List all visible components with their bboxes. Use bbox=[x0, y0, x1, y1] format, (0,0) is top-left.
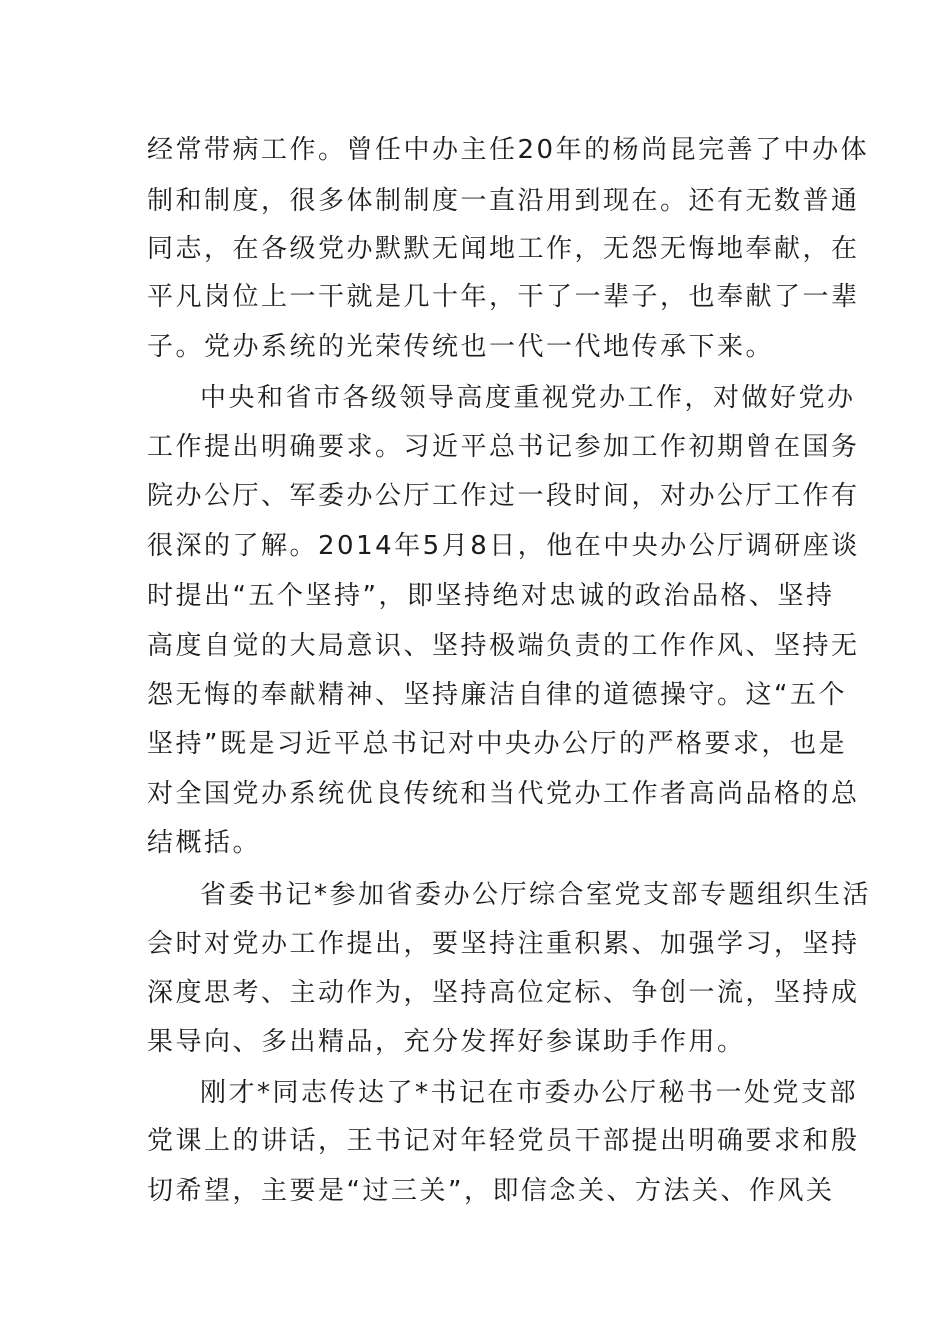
text-line: 时提出“五个坚持”，即坚持绝对忠诚的政治品格、坚持 bbox=[147, 581, 835, 611]
text-line: 高度自觉的大局意识、坚持极端负责的工作作风、坚持无 bbox=[147, 631, 860, 661]
text-line: 制和制度，很多体制制度一直沿用到现在。还有无数普通 bbox=[147, 186, 860, 216]
text-line: 坚持”既是习近平总书记对中央办公厅的严格要求，也是 bbox=[147, 729, 847, 759]
text-line: 会时对党办工作提出，要坚持注重积累、加强学习，坚持 bbox=[147, 929, 860, 959]
text-line: 深度思考、主动作为，坚持高位定标、争创一流，坚持成 bbox=[147, 978, 860, 1008]
text-line: 党课上的讲话，王书记对年轻党员干部提出明确要求和殷 bbox=[147, 1126, 860, 1156]
text-line: 同志，在各级党办默默无闻地工作，无怨无悔地奉献，在 bbox=[147, 234, 860, 264]
text-line: 平凡岗位上一干就是几十年，干了一辈子，也奉献了一辈 bbox=[147, 282, 860, 312]
paragraph-start-line: 中央和省市各级领导高度重视党办工作，对做好党办 bbox=[200, 383, 856, 413]
text-line: 院办公厅、军委办公厅工作过一段时间，对办公厅工作有 bbox=[147, 481, 860, 511]
text-line: 果导向、多出精品，充分发挥好参谋助手作用。 bbox=[147, 1027, 746, 1057]
text-line: 对全国党办系统优良传统和当代党办工作者高尚品格的总 bbox=[147, 779, 860, 809]
text-line: 经常带病工作。曾任中办主任20年的杨尚昆完善了中办体 bbox=[147, 135, 870, 165]
text-line: 工作提出明确要求。习近平总书记参加工作初期曾在国务 bbox=[147, 432, 860, 462]
paragraph-start-line: 刚才*同志传达了*书记在市委办公厅秘书一处党支部 bbox=[200, 1078, 859, 1108]
paragraph-start-line: 省委书记*参加省委办公厅综合室党支部专题组织生活 bbox=[200, 880, 872, 910]
text-line: 子。党办系统的光荣传统也一代一代地传承下来。 bbox=[147, 332, 775, 362]
text-line: 切希望，主要是“过三关”，即信念关、方法关、作风关 bbox=[147, 1176, 835, 1206]
text-line: 很深的了解。2014年5月8日，他在中央办公厅调研座谈 bbox=[147, 531, 860, 561]
text-line: 结概括。 bbox=[147, 828, 262, 858]
text-line: 怨无悔的奉献精神、坚持廉洁自律的道德操守。这“五个 bbox=[147, 680, 847, 710]
